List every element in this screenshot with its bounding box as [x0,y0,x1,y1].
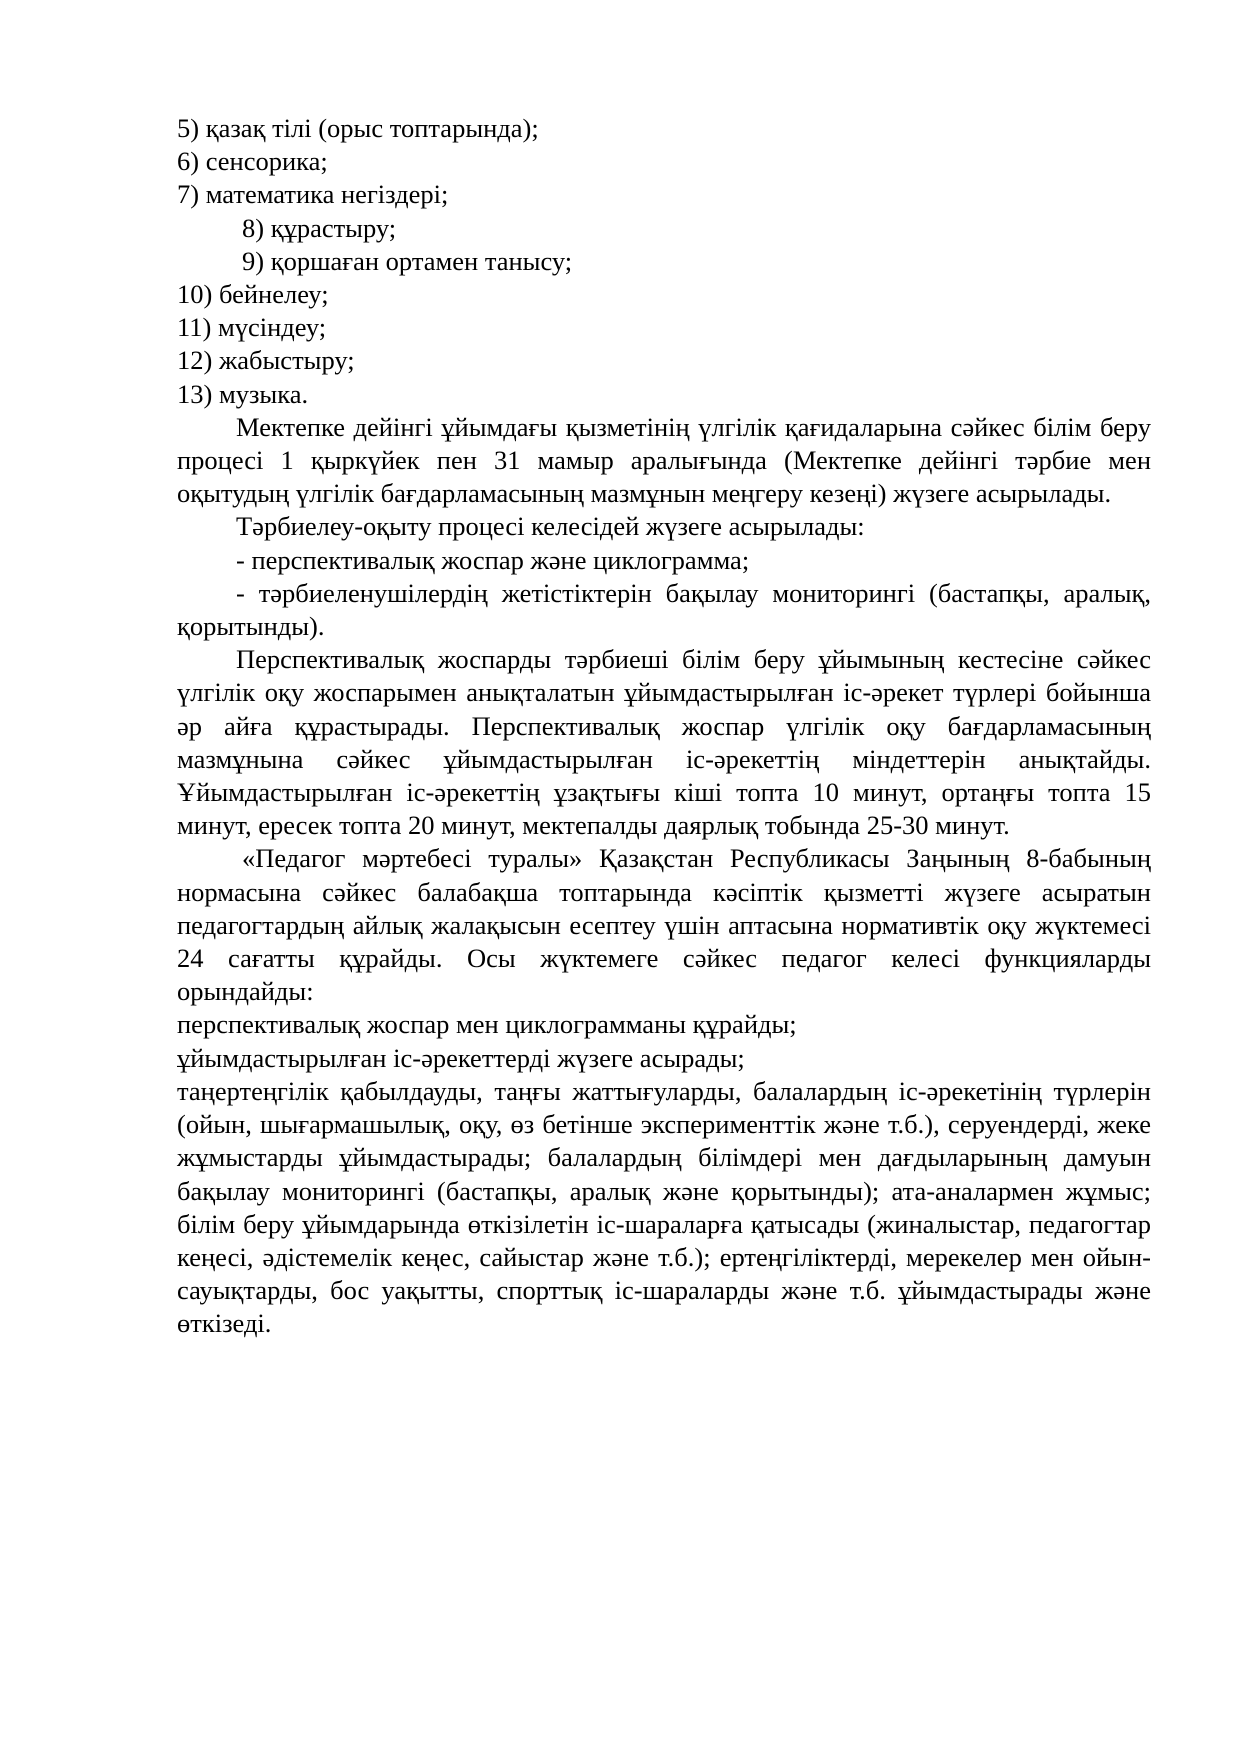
function-item: таңертеңгілік қабылдауды, таңғы жаттығуларды, балалардың іс-әрекетінің түрлерін (ойын, шығармашылық, оқу, өз бетінше эксперименттік және т.б.), серуендерді, жеке жұмыстарды ұйымдастырады; балалардың білімдері мен дағдыларының дамуын бақылау мониторингі (бастапқы, аралық және қорытынды); ата-аналармен жұмыс; білім беру ұйымдарында өткізілетін іс-шараларға қатысады (жиналыстар, педагогтар кеңесі, әдістемелік кеңес, сайыстар және т.б.); ертеңгіліктерді, мерекелер мен ойын-сауықтарды, бос уақытты, спорттық іс-шараларды және т.б. ұйымдастырады және өткізеді. [177,1075,1151,1339]
list-item: 13) музыка. [177,378,309,409]
list-item: 7) математика негіздері; [177,179,449,210]
paragraph-teacher-status-law: «Педагог мәртебесі туралы» Қазақстан Республикасы Заңының 8-бабының нормасына сәйкес балабақша топтарында кәсіптік қызметті жүзеге асыратын педагогтардың айлық жалақысын есептеу үшін аптасына нормативтік оқу жүктемесі 24 сағатты құрайды. Осы жүктемеге сәйкес педагог келесі функцияларды орындайды: [177,843,1151,1007]
list-item: 8) құрастыру; [242,212,397,243]
paragraph-education-period: Мектепке дейінгі ұйымдағы қызметінің үлгілік қағидаларына сәйкес білім беру процесі 1 қыркүйек пен 31 мамыр аралығында (Мектепке дейінгі тәрбие мен оқытудың үлгілік бағдарламасының мазмұнын меңгеру кезеңі) жүзеге асырылады. [177,411,1151,509]
list-item: 11) мүсіндеу; [177,312,327,343]
document-body [177,112,1151,1341]
list-item: 6) сенсорика; [177,146,328,177]
list-item: 10) бейнелеу; [177,279,329,310]
function-item: ұйымдастырылған іс-әрекеттерді жүзеге асырады; [177,1042,745,1073]
dash-list-item: - тәрбиеленушілердің жетістіктерін бақылау мониторингі (бастапқы, аралық, қорытынды). [177,577,1151,642]
list-item: 5) қазақ тілі (орыс топтарында); [177,113,539,143]
dash-list-item: - перспективалық жоспар және циклограмма; [236,544,750,575]
function-item: перспективалық жоспар мен циклограмманы құрайды; [177,1009,797,1040]
paragraph-perspective-plan: Перспективалық жоспарды тәрбиеші білім беру ұйымының кестесіне сәйкес үлгілік оқу жоспарымен анықталатын ұйымдастырылған іс-әрекет түрлері бойынша әр айға құрастырады. Перспективалық жоспар үлгілік оқу бағдарламасының мазмұнына сәйкес ұйымдастырылған іс-әрекеттің міндеттерін анықтайды. Ұйымдастырылған іс-әрекеттің ұзақтығы кіші топта 10 минут, ортаңғы топта 15 минут, ересек топта 20 минут, мектепалды даярлық тобында 25-30 минут. [177,644,1151,841]
list-item: 12) жабыстыру; [177,345,355,376]
paragraph-process-intro: Тәрбиелеу-оқыту процесі келесідей жүзеге асырылады: [236,511,865,542]
list-item: 9) қоршаған ортамен танысу; [242,245,573,276]
